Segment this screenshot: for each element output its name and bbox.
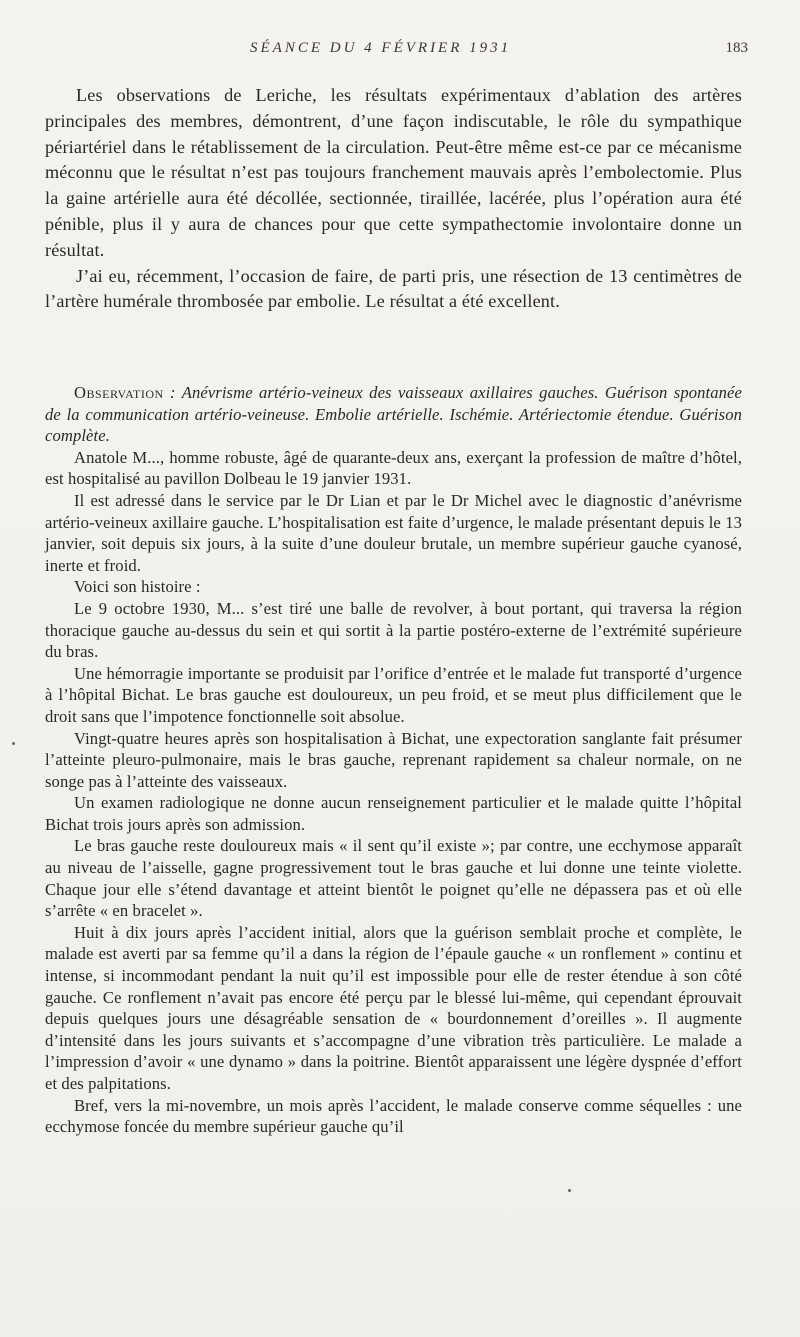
observation-separator: :: [163, 383, 182, 402]
observation-paragraph: Le 9 octobre 1930, M... s’est tiré une balle de revolver, à bout portant, qui traversa la région thoracique gauche au-dessus du sein et qui sortit à la partie postéro-externe de l’extrémité supérieure du bras.: [45, 598, 742, 662]
main-text: [45, 83, 742, 315]
observation-paragraph: Une hémorragie importante se produisit par l’orifice d’entrée et le malade fut transporté d’urgence à l’hôpital Bichat. Le bras gauche est douloureux, un peu froid, et se meut plus difficilement que le droit sans que l’impotence fonctionnelle soit absolue.: [45, 663, 742, 726]
ink-speck: [12, 742, 15, 745]
observation-paragraph: Voici son histoire :: [74, 577, 201, 597]
observation-paragraph: Un examen radiologique ne donne aucun renseignement particulier et le malade quitte l’hôpital Bichat trois jours après son admission.: [45, 793, 742, 834]
observation-paragraph: Vingt-quatre heures après son hospitalisation à Bichat, une expectoration sanglante fait présumer l’atteinte pleuro-pulmonaire, mais le bras gauche, reprenant rapidement sa chaleur normale, on ne songe pas à l’atteinte des vaisseaux.: [45, 728, 742, 791]
running-title: SÉANCE DU 4 FÉVRIER 1931: [250, 40, 512, 56]
observation-paragraph: Bref, vers la mi-novembre, un mois après l’accident, le malade conserve comme séquelles : une ecchymose foncée du membre supérieur gauche qu’il: [45, 1095, 742, 1137]
paragraph: J’ai eu, récemment, l’occasion de faire, de parti pris, une résection de 13 centimètres de l’artère humérale thrombosée par embolie. Le résultat a été excellent.: [45, 265, 742, 312]
observation-section: [45, 382, 742, 1138]
observation-paragraph: Le bras gauche reste douloureux mais « il sent qu’il existe »; par contre, une ecchymose apparaît au niveau de l’aisselle, gagne progressivement tout le bras gauche et lui donne une teinte violette. Chaque jour elle s’étend davantage et atteint bientôt le poignet qu’elle ne dépassera pas et où elle s’arrête « en bracelet ».: [45, 836, 742, 921]
running-header: [0, 40, 800, 64]
ink-speck: [568, 1189, 571, 1192]
observation-heading: [45, 382, 742, 447]
observation-paragraph: Anatole M..., homme robuste, âgé de quarante-deux ans, exerçant la profession de maître d’hôtel, est hospitalisé au pavillon Dolbeau le 19 janvier 1931.: [45, 447, 742, 489]
observation-label: Observation: [74, 383, 164, 402]
observation-paragraph: Huit à dix jours après l’accident initial, alors que la guérison semblait proche et complète, le malade est averti par sa femme qu’il a dans la région de l’épaule gauche « un ronflement » continu et intense, si incommodant pendant la nuit qu’il est impossible pour elle de rester étendue à son côté gauche. Ce ronflement n’avait pas encore été perçu par le blessé lui-même, qui cependant éprouvait depuis quelques jours une désagréable sensation de « bourdonnement d’oreilles ». Il augmente d’intensité dans les jours suivants et s’accompagne d’une vibration très particulière. Le malade a l’impression d’avoir « une dynamo » dans la poitrine. Bientôt apparaissent une légère dyspnée d’effort et des palpitations.: [45, 922, 742, 1093]
observation-title: Anévrisme artério-veineux des vaisseaux axillaires gauches. Guérison spontanée de la communication artério-veineuse. Embolie artérielle. Ischémie. Artériectomie étendue. Guérison complète.: [45, 383, 742, 446]
page-number: 183: [725, 40, 748, 56]
paragraph: Les observations de Leriche, les résultats expérimentaux d’ablation des artères principales des membres, démontrent, d’une façon indiscutable, le rôle du sympathique périartériel dans le rétablissement de la circulation. Peut-être même est-ce par ce mécanisme méconnu que le résultat n’est pas toujours franchement mauvais après l’embolectomie. Plus la gaine artérielle aura été décollée, sectionnée, tiraillée, lacérée, plus l’opération aura été pénible, plus il y aura de chances pour que cette sympathectomie involontaire donne un résultat.: [45, 85, 742, 260]
observation-paragraph: Il est adressé dans le service par le Dr Lian et par le Dr Michel avec le diagnostic d’anévrisme artério-veineux axillaire gauche. L’hospitalisation est faite d’urgence, le malade présentant depuis le 13 janvier, soit depuis six jours, à la suite d’une douleur brutale, un membre supérieur gauche cyanosé, inerte et froid.: [45, 490, 742, 575]
